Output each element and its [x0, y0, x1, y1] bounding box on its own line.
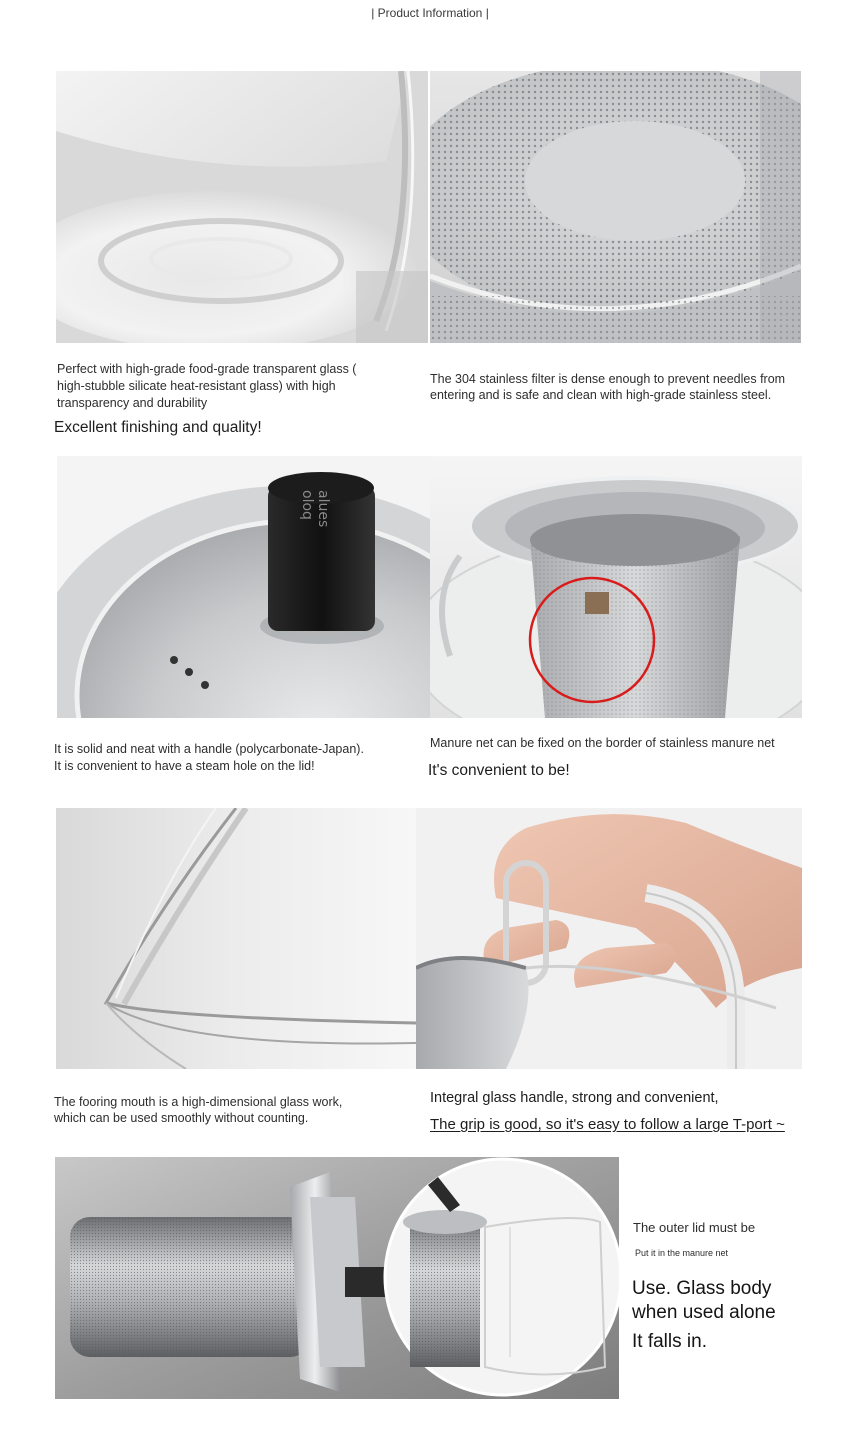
- usage-caption-line-1: The outer lid must be: [633, 1220, 756, 1235]
- spout-caption-line-1: The fooring mouth is a high-dimensional glass work,: [54, 1095, 343, 1109]
- handle-caption-line-1: Integral glass handle, strong and convenient,: [430, 1090, 719, 1106]
- glass-caption-highlight: Excellent finishing and quality!: [54, 419, 262, 436]
- handle-illustration: [416, 808, 802, 1069]
- knob-brand-text-1: oloq: [299, 490, 315, 520]
- net-photo: [430, 456, 802, 718]
- filter-caption-line-2: entering and is safe and clean with high-grade stainless steel.: [430, 388, 772, 402]
- filter-photo: [430, 71, 801, 343]
- glass-bottom-illustration: [56, 71, 428, 343]
- handle-caption-highlight: The grip is good, so it's easy to follow a large T-port ~: [430, 1116, 785, 1133]
- net-caption-highlight: It's convenient to be!: [428, 762, 570, 779]
- lid-caption-line-2: It is convenient to have a steam hole on the lid!: [54, 759, 315, 773]
- infuser-photo: [55, 1157, 619, 1399]
- handle-photo: [416, 808, 802, 1069]
- glass-caption-line-3: transparency and durability: [57, 396, 208, 410]
- spout-photo: [56, 808, 416, 1069]
- usage-caption-line-3: Use. Glass body: [632, 1278, 772, 1299]
- glass-caption-line-2: high-stubble silicate heat-resistant glass) with high: [57, 379, 336, 393]
- filter-illustration: [430, 71, 801, 343]
- glass-bottom-photo: [56, 71, 428, 343]
- usage-caption-line-2: Put it in the manure net: [635, 1248, 729, 1258]
- net-caption-line-1: Manure net can be fixed on the border of stainless manure net: [430, 736, 775, 750]
- section-title: | Product Information |: [371, 6, 489, 20]
- usage-caption-line-5: It falls in.: [632, 1331, 707, 1352]
- lid-illustration: [57, 456, 430, 718]
- infuser-illustration: [55, 1157, 619, 1399]
- usage-caption-line-4: when used alone: [632, 1302, 776, 1323]
- lid-photo: [57, 456, 430, 718]
- filter-caption-line-1: The 304 stainless filter is dense enough to prevent needles from: [430, 372, 786, 386]
- lid-caption-line-1: It is solid and neat with a handle (polycarbonate-Japan).: [54, 742, 364, 756]
- spout-illustration: [56, 808, 416, 1069]
- net-illustration: [430, 456, 802, 718]
- knob-brand-text-2: alues: [315, 490, 331, 528]
- spout-caption-line-2: which can be used smoothly without counting.: [54, 1111, 309, 1125]
- glass-caption-line-1: Perfect with high-grade food-grade transparent glass (: [57, 362, 357, 376]
